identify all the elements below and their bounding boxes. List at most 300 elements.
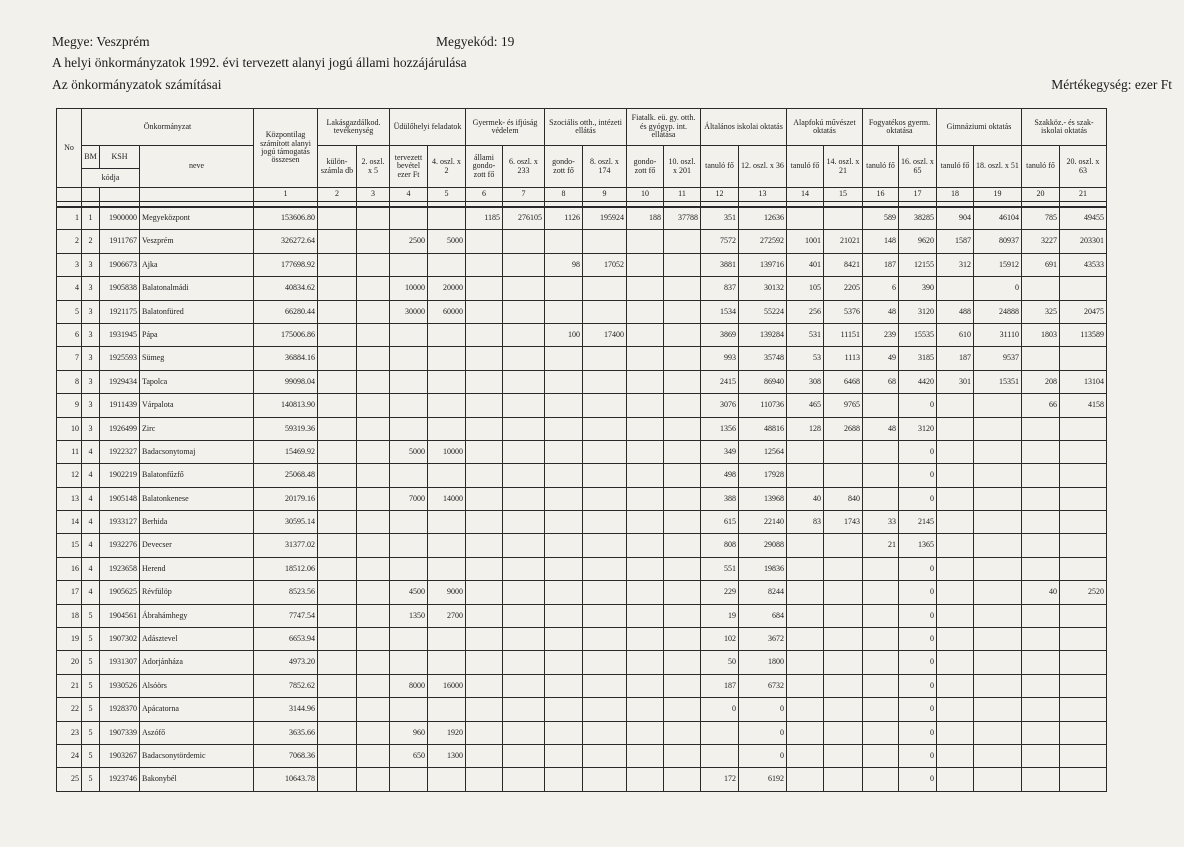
row-no: 5	[57, 300, 82, 323]
value-cell	[390, 464, 428, 487]
value-cell	[937, 464, 974, 487]
value-cell: 21	[863, 534, 899, 557]
value-cell	[787, 628, 824, 651]
value-cell	[1022, 487, 1060, 510]
value-cell: 326272.64	[254, 230, 318, 253]
col-szocialis-header: Szociális otth., intézeti ellátás	[545, 109, 627, 146]
municipality-name: Bakonybél	[140, 768, 254, 791]
value-cell	[318, 721, 357, 744]
value-cell: 840	[824, 487, 863, 510]
value-cell	[545, 698, 583, 721]
table-row	[57, 370, 1107, 393]
col-gimnazium-header: Gimnáziumi oktatás	[937, 109, 1022, 146]
value-cell: 128	[787, 417, 824, 440]
value-cell	[937, 534, 974, 557]
value-cell	[824, 628, 863, 651]
bm-code: 1	[82, 207, 100, 230]
value-cell: 19	[701, 604, 739, 627]
value-cell	[466, 557, 503, 580]
value-cell: 80937	[974, 230, 1022, 253]
value-cell	[974, 604, 1022, 627]
value-cell: 3185	[899, 347, 937, 370]
value-cell: 4420	[899, 370, 937, 393]
col-szakkoz-header: Szakköz.- és szak- iskolai oktatás	[1022, 109, 1107, 146]
value-cell: 5376	[824, 300, 863, 323]
bm-code: 2	[82, 230, 100, 253]
value-cell	[357, 230, 390, 253]
value-cell: 615	[701, 511, 739, 534]
allocation-table	[56, 108, 1107, 792]
row-no: 7	[57, 347, 82, 370]
value-cell	[357, 628, 390, 651]
municipality-name: Pápa	[140, 323, 254, 346]
value-cell	[627, 253, 664, 276]
ksh-code: 1911767	[100, 230, 140, 253]
value-cell: 610	[937, 323, 974, 346]
col-fogyatekos-header: Fogyatékos gyerm. oktatása	[863, 109, 937, 146]
value-cell: 3120	[899, 300, 937, 323]
value-cell: 2415	[701, 370, 739, 393]
value-cell: 17052	[583, 253, 627, 276]
value-cell	[357, 511, 390, 534]
value-cell: 30595.14	[254, 511, 318, 534]
row-no: 24	[57, 744, 82, 767]
value-cell	[627, 230, 664, 253]
value-cell	[503, 323, 545, 346]
value-cell: 1800	[739, 651, 787, 674]
table-row	[57, 323, 1107, 346]
value-cell	[627, 347, 664, 370]
row-no: 8	[57, 370, 82, 393]
value-cell	[863, 768, 899, 791]
row-no: 25	[57, 768, 82, 791]
value-cell: 43533	[1060, 253, 1107, 276]
value-cell	[318, 417, 357, 440]
col-neve-header: neve	[140, 146, 254, 188]
value-cell: 7000	[390, 487, 428, 510]
row-no: 2	[57, 230, 82, 253]
value-cell: 1350	[390, 604, 428, 627]
value-cell: 30000	[390, 300, 428, 323]
value-cell: 684	[739, 604, 787, 627]
col-number: 12	[701, 188, 739, 202]
value-cell: 7852.62	[254, 674, 318, 697]
value-cell: 17928	[739, 464, 787, 487]
value-cell: 0	[739, 698, 787, 721]
value-cell	[318, 557, 357, 580]
value-cell	[503, 464, 545, 487]
value-cell: 18512.06	[254, 557, 318, 580]
value-cell: 0	[974, 277, 1022, 300]
value-cell	[787, 698, 824, 721]
value-cell	[974, 628, 1022, 651]
value-cell	[583, 464, 627, 487]
value-cell	[545, 277, 583, 300]
value-cell	[863, 744, 899, 767]
value-cell: 40834.62	[254, 277, 318, 300]
municipality-name: Balatonalmádi	[140, 277, 254, 300]
row-no: 10	[57, 417, 82, 440]
value-cell: 551	[701, 557, 739, 580]
value-cell	[357, 744, 390, 767]
col-number: 20	[1022, 188, 1060, 202]
value-cell: 153606.80	[254, 207, 318, 230]
municipality-name: Apácatorna	[140, 698, 254, 721]
value-cell	[627, 370, 664, 393]
value-cell	[664, 698, 701, 721]
value-cell	[318, 534, 357, 557]
value-cell: 187	[701, 674, 739, 697]
value-cell: 7572	[701, 230, 739, 253]
col-number: 6	[466, 188, 503, 202]
value-cell: 465	[787, 394, 824, 417]
value-cell	[503, 230, 545, 253]
table-row	[57, 440, 1107, 463]
value-cell	[428, 628, 466, 651]
value-cell	[428, 417, 466, 440]
value-cell	[357, 300, 390, 323]
value-cell	[428, 698, 466, 721]
value-cell	[545, 347, 583, 370]
value-cell	[937, 604, 974, 627]
value-cell: 8523.56	[254, 581, 318, 604]
ksh-code: 1922327	[100, 440, 140, 463]
value-cell	[1060, 604, 1107, 627]
value-cell	[466, 370, 503, 393]
value-cell: 2145	[899, 511, 937, 534]
value-cell: 36884.16	[254, 347, 318, 370]
value-cell: 390	[899, 277, 937, 300]
value-cell	[583, 768, 627, 791]
value-cell	[545, 674, 583, 697]
ksh-code: 1906673	[100, 253, 140, 276]
value-cell	[428, 464, 466, 487]
value-cell: 14000	[428, 487, 466, 510]
bm-code: 4	[82, 440, 100, 463]
value-cell	[390, 557, 428, 580]
value-cell: 140813.90	[254, 394, 318, 417]
table-row	[57, 417, 1107, 440]
value-cell	[974, 394, 1022, 417]
value-cell: 110736	[739, 394, 787, 417]
value-cell	[428, 557, 466, 580]
value-cell	[583, 370, 627, 393]
value-cell	[974, 744, 1022, 767]
value-cell	[545, 557, 583, 580]
ksh-code: 1905148	[100, 487, 140, 510]
ksh-code: 1902219	[100, 464, 140, 487]
value-cell: 2520	[1060, 581, 1107, 604]
col-alapfoku-header: Alapfokú művészet oktatás	[787, 109, 863, 146]
value-cell: 40	[1022, 581, 1060, 604]
value-cell: 188	[627, 207, 664, 230]
value-cell: 3076	[701, 394, 739, 417]
value-cell: 276105	[503, 207, 545, 230]
value-cell	[863, 394, 899, 417]
value-cell	[664, 628, 701, 651]
value-cell	[1022, 440, 1060, 463]
bm-code: 3	[82, 347, 100, 370]
value-cell	[1060, 440, 1107, 463]
value-cell	[466, 487, 503, 510]
value-cell: 488	[937, 300, 974, 323]
value-cell	[787, 604, 824, 627]
value-cell: 59319.36	[254, 417, 318, 440]
row-no: 17	[57, 581, 82, 604]
value-cell	[974, 581, 1022, 604]
value-cell	[627, 511, 664, 534]
value-cell: 10000	[390, 277, 428, 300]
value-cell	[318, 277, 357, 300]
value-cell	[824, 207, 863, 230]
value-cell	[503, 347, 545, 370]
value-cell	[318, 768, 357, 791]
ksh-code: 1911439	[100, 394, 140, 417]
municipality-name: Veszprém	[140, 230, 254, 253]
value-cell	[466, 581, 503, 604]
value-cell	[428, 253, 466, 276]
ksh-code: 1907302	[100, 628, 140, 651]
value-cell	[1060, 417, 1107, 440]
value-cell	[503, 394, 545, 417]
row-no: 12	[57, 464, 82, 487]
value-cell	[466, 534, 503, 557]
value-cell	[937, 487, 974, 510]
value-cell	[1022, 651, 1060, 674]
value-cell	[974, 721, 1022, 744]
value-cell: 49455	[1060, 207, 1107, 230]
value-cell	[787, 207, 824, 230]
value-cell: 837	[701, 277, 739, 300]
table-row	[57, 207, 1107, 230]
value-cell	[937, 698, 974, 721]
value-cell: 498	[701, 464, 739, 487]
value-cell: 1534	[701, 300, 739, 323]
municipality-name: Ajka	[140, 253, 254, 276]
value-cell	[863, 487, 899, 510]
value-cell: 12155	[899, 253, 937, 276]
ksh-code: 1932276	[100, 534, 140, 557]
value-cell	[1060, 557, 1107, 580]
value-cell: 22140	[739, 511, 787, 534]
row-no: 21	[57, 674, 82, 697]
value-cell	[863, 464, 899, 487]
value-cell	[583, 557, 627, 580]
value-cell	[503, 698, 545, 721]
value-cell	[357, 370, 390, 393]
value-cell	[428, 370, 466, 393]
value-cell	[466, 277, 503, 300]
value-cell	[664, 277, 701, 300]
value-cell	[357, 651, 390, 674]
value-cell	[428, 768, 466, 791]
value-cell: 60000	[428, 300, 466, 323]
value-cell	[583, 674, 627, 697]
value-cell	[627, 674, 664, 697]
bm-code: 5	[82, 604, 100, 627]
value-cell	[466, 721, 503, 744]
value-cell	[824, 440, 863, 463]
value-cell: 0	[899, 721, 937, 744]
value-cell	[1060, 721, 1107, 744]
table-row	[57, 511, 1107, 534]
value-cell	[318, 604, 357, 627]
col-szakkoz-a-header: tanuló fő	[1022, 146, 1060, 188]
value-cell	[503, 651, 545, 674]
municipality-name: Sümeg	[140, 347, 254, 370]
value-cell: 15535	[899, 323, 937, 346]
col-fiatalk-a-header: gondo- zott fő	[627, 146, 664, 188]
value-cell: 312	[937, 253, 974, 276]
value-cell: 10643.78	[254, 768, 318, 791]
value-cell	[318, 440, 357, 463]
municipality-name: Badacsonytördemic	[140, 744, 254, 767]
value-cell: 175006.86	[254, 323, 318, 346]
col-number: 3	[357, 188, 390, 202]
value-cell: 3672	[739, 628, 787, 651]
value-cell	[787, 534, 824, 557]
value-cell	[545, 768, 583, 791]
value-cell	[937, 581, 974, 604]
value-cell	[824, 768, 863, 791]
value-cell	[583, 440, 627, 463]
col-ksh-header: KSH	[100, 146, 140, 169]
value-cell	[787, 557, 824, 580]
value-cell	[627, 300, 664, 323]
value-cell	[1022, 557, 1060, 580]
value-cell: 100	[545, 323, 583, 346]
value-cell	[974, 698, 1022, 721]
value-cell: 388	[701, 487, 739, 510]
value-cell: 31110	[974, 323, 1022, 346]
bm-code: 5	[82, 744, 100, 767]
value-cell: 1113	[824, 347, 863, 370]
value-cell	[545, 230, 583, 253]
table-row	[57, 347, 1107, 370]
col-number: 2	[318, 188, 357, 202]
value-cell	[787, 721, 824, 744]
value-cell: 0	[899, 698, 937, 721]
value-cell	[390, 323, 428, 346]
value-cell	[357, 581, 390, 604]
table-row	[57, 253, 1107, 276]
value-cell: 0	[701, 698, 739, 721]
col-szocialis-b-header: 8. oszl. x 174	[583, 146, 627, 188]
value-cell: 2500	[390, 230, 428, 253]
value-cell	[863, 651, 899, 674]
value-cell: 187	[863, 253, 899, 276]
value-cell	[664, 534, 701, 557]
value-cell: 35748	[739, 347, 787, 370]
value-cell	[787, 464, 824, 487]
value-cell	[1022, 674, 1060, 697]
value-cell	[545, 417, 583, 440]
value-cell	[627, 557, 664, 580]
value-cell	[503, 581, 545, 604]
value-cell	[503, 300, 545, 323]
value-cell: 53	[787, 347, 824, 370]
value-cell	[318, 300, 357, 323]
value-cell	[318, 464, 357, 487]
value-cell	[390, 417, 428, 440]
value-cell	[318, 511, 357, 534]
value-cell: 1126	[545, 207, 583, 230]
value-cell: 12564	[739, 440, 787, 463]
value-cell	[545, 604, 583, 627]
value-cell	[937, 768, 974, 791]
value-cell: 4500	[390, 581, 428, 604]
value-cell	[390, 768, 428, 791]
col-fiatalk-header: Fiatalk. eü. gy. otth. és gyógyp. int. ellátása	[627, 109, 701, 146]
value-cell	[357, 440, 390, 463]
value-cell	[1060, 628, 1107, 651]
value-cell: 0	[899, 581, 937, 604]
value-cell	[357, 347, 390, 370]
value-cell: 19836	[739, 557, 787, 580]
value-cell	[787, 674, 824, 697]
value-cell: 21021	[824, 230, 863, 253]
value-cell	[466, 464, 503, 487]
value-cell: 229	[701, 581, 739, 604]
table-row	[57, 277, 1107, 300]
col-number: 18	[937, 188, 974, 202]
value-cell: 8421	[824, 253, 863, 276]
col-number: 14	[787, 188, 824, 202]
value-cell	[428, 511, 466, 534]
value-cell: 1185	[466, 207, 503, 230]
value-cell: 0	[739, 744, 787, 767]
value-cell	[357, 323, 390, 346]
value-cell	[583, 628, 627, 651]
value-cell	[583, 230, 627, 253]
value-cell: 3635.66	[254, 721, 318, 744]
value-cell	[318, 581, 357, 604]
value-cell: 531	[787, 323, 824, 346]
value-cell	[1060, 511, 1107, 534]
value-cell	[627, 277, 664, 300]
col-fogyatekos-a-header: tanuló fő	[863, 146, 899, 188]
table-row	[57, 651, 1107, 674]
value-cell	[390, 394, 428, 417]
value-cell: 0	[899, 487, 937, 510]
document-subtitle: Az önkormányzatok számításai	[52, 77, 222, 92]
bm-code: 4	[82, 581, 100, 604]
value-cell	[1060, 487, 1107, 510]
col-altalanos-a-header: tanuló fő	[701, 146, 739, 188]
value-cell: 177698.92	[254, 253, 318, 276]
value-cell	[664, 323, 701, 346]
value-cell: 808	[701, 534, 739, 557]
value-cell: 9620	[899, 230, 937, 253]
value-cell	[357, 534, 390, 557]
value-cell	[390, 253, 428, 276]
unit-label: Mértékegység: ezer Ft	[1051, 77, 1172, 92]
value-cell	[1060, 277, 1107, 300]
row-no: 20	[57, 651, 82, 674]
col-lakas-header: Lakásgazdálkod. tevékenység	[318, 109, 390, 146]
row-no: 11	[57, 440, 82, 463]
col-gyermek-b-header: 6. oszl. x 233	[503, 146, 545, 188]
ksh-code: 1904561	[100, 604, 140, 627]
value-cell: 0	[899, 651, 937, 674]
value-cell	[545, 628, 583, 651]
value-cell	[627, 651, 664, 674]
value-cell	[863, 440, 899, 463]
value-cell	[466, 511, 503, 534]
bm-code: 3	[82, 417, 100, 440]
value-cell: 0	[899, 440, 937, 463]
row-no: 13	[57, 487, 82, 510]
